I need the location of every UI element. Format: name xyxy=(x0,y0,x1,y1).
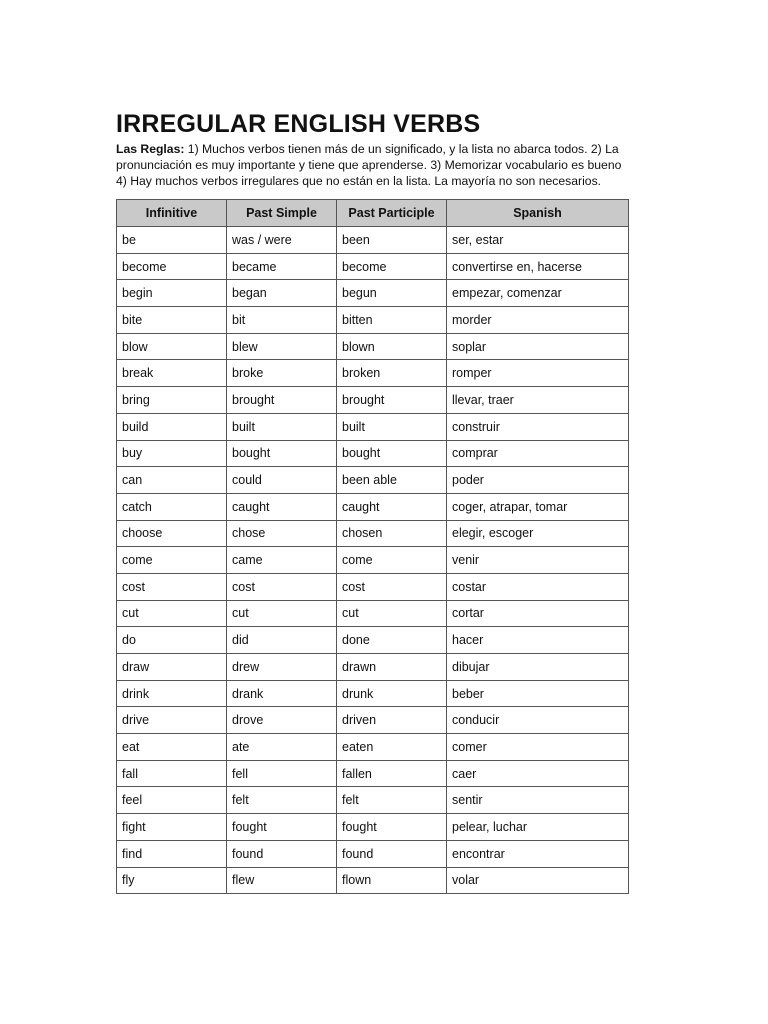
table-row xyxy=(117,734,629,761)
cell-infinitive: fly xyxy=(117,867,227,894)
table-row xyxy=(117,600,629,627)
table-row xyxy=(117,680,629,707)
table-row xyxy=(117,333,629,360)
cell-past-simple: fell xyxy=(227,760,337,787)
cell-past-simple: chose xyxy=(227,520,337,547)
cell-past-simple: came xyxy=(227,547,337,574)
table-row xyxy=(117,440,629,467)
cell-past-simple: drew xyxy=(227,654,337,681)
cell-spanish: convertirse en, hacerse xyxy=(447,253,629,280)
cell-past-participle: eaten xyxy=(337,734,447,761)
rules-text: 1) Muchos verbos tienen más de un significado, y la lista no abarca todos. 2) La pronunciación es muy importante y tiene que aprenderse. 3) Memorizar vocabulario es bueno 4) Hay muchos verbos irregulares que no están en la lista. La mayoría no son necesarios. xyxy=(116,142,622,188)
table-row xyxy=(117,413,629,440)
cell-infinitive: do xyxy=(117,627,227,654)
cell-past-simple: found xyxy=(227,840,337,867)
cell-infinitive: cost xyxy=(117,573,227,600)
cell-spanish: coger, atrapar, tomar xyxy=(447,493,629,520)
cell-past-simple: bought xyxy=(227,440,337,467)
cell-past-simple: became xyxy=(227,253,337,280)
cell-past-participle: built xyxy=(337,413,447,440)
cell-past-simple: built xyxy=(227,413,337,440)
cell-infinitive: bite xyxy=(117,307,227,334)
table-row xyxy=(117,787,629,814)
cell-spanish: encontrar xyxy=(447,840,629,867)
cell-past-participle: brought xyxy=(337,387,447,414)
cell-infinitive: eat xyxy=(117,734,227,761)
table-row xyxy=(117,493,629,520)
cell-infinitive: feel xyxy=(117,787,227,814)
verbs-table xyxy=(116,199,629,894)
cell-past-simple: bit xyxy=(227,307,337,334)
cell-past-participle: cut xyxy=(337,600,447,627)
cell-past-participle: found xyxy=(337,840,447,867)
verbs-table-body xyxy=(117,227,629,894)
header-row xyxy=(117,200,629,227)
cell-infinitive: come xyxy=(117,547,227,574)
cell-spanish: pelear, luchar xyxy=(447,814,629,841)
cell-past-participle: become xyxy=(337,253,447,280)
cell-past-simple: flew xyxy=(227,867,337,894)
cell-spanish: romper xyxy=(447,360,629,387)
table-row xyxy=(117,627,629,654)
table-row xyxy=(117,307,629,334)
cell-infinitive: bring xyxy=(117,387,227,414)
table-row xyxy=(117,387,629,414)
cell-spanish: elegir, escoger xyxy=(447,520,629,547)
cell-infinitive: buy xyxy=(117,440,227,467)
cell-spanish: llevar, traer xyxy=(447,387,629,414)
cell-past-simple: did xyxy=(227,627,337,654)
cell-past-participle: caught xyxy=(337,493,447,520)
cell-past-participle: done xyxy=(337,627,447,654)
cell-past-simple: was / were xyxy=(227,227,337,254)
cell-spanish: volar xyxy=(447,867,629,894)
verbs-table-header xyxy=(117,200,629,227)
table-row xyxy=(117,227,629,254)
table-row xyxy=(117,867,629,894)
table-row xyxy=(117,360,629,387)
table-row xyxy=(117,520,629,547)
cell-past-participle: been able xyxy=(337,467,447,494)
cell-spanish: dibujar xyxy=(447,654,629,681)
cell-infinitive: can xyxy=(117,467,227,494)
table-row xyxy=(117,573,629,600)
cell-spanish: poder xyxy=(447,467,629,494)
cell-spanish: comprar xyxy=(447,440,629,467)
cell-past-participle: begun xyxy=(337,280,447,307)
cell-past-participle: flown xyxy=(337,867,447,894)
cell-past-simple: felt xyxy=(227,787,337,814)
cell-past-participle: drunk xyxy=(337,680,447,707)
rules-label: Las Reglas: xyxy=(116,142,185,156)
cell-spanish: caer xyxy=(447,760,629,787)
cell-spanish: venir xyxy=(447,547,629,574)
cell-past-simple: caught xyxy=(227,493,337,520)
cell-past-simple: began xyxy=(227,280,337,307)
cell-past-simple: drank xyxy=(227,680,337,707)
cell-infinitive: draw xyxy=(117,654,227,681)
cell-infinitive: drink xyxy=(117,680,227,707)
cell-past-participle: felt xyxy=(337,787,447,814)
cell-past-simple: cost xyxy=(227,573,337,600)
table-row xyxy=(117,253,629,280)
table-row xyxy=(117,654,629,681)
cell-past-simple: ate xyxy=(227,734,337,761)
table-row xyxy=(117,707,629,734)
cell-spanish: beber xyxy=(447,680,629,707)
cell-infinitive: begin xyxy=(117,280,227,307)
cell-past-participle: broken xyxy=(337,360,447,387)
cell-infinitive: cut xyxy=(117,600,227,627)
cell-infinitive: be xyxy=(117,227,227,254)
cell-spanish: morder xyxy=(447,307,629,334)
cell-infinitive: fight xyxy=(117,814,227,841)
cell-past-simple: blew xyxy=(227,333,337,360)
table-row xyxy=(117,840,629,867)
cell-infinitive: drive xyxy=(117,707,227,734)
cell-past-simple: could xyxy=(227,467,337,494)
cell-past-participle: fought xyxy=(337,814,447,841)
cell-past-participle: been xyxy=(337,227,447,254)
cell-infinitive: blow xyxy=(117,333,227,360)
table-row xyxy=(117,547,629,574)
column-header-spanish: Spanish xyxy=(447,200,629,227)
cell-past-participle: driven xyxy=(337,707,447,734)
cell-spanish: hacer xyxy=(447,627,629,654)
column-header-infinitive: Infinitive xyxy=(117,200,227,227)
document-header xyxy=(116,108,628,189)
cell-past-participle: chosen xyxy=(337,520,447,547)
cell-past-participle: bought xyxy=(337,440,447,467)
table-row xyxy=(117,280,629,307)
cell-spanish: soplar xyxy=(447,333,629,360)
table-row xyxy=(117,467,629,494)
cell-past-simple: broke xyxy=(227,360,337,387)
cell-spanish: comer xyxy=(447,734,629,761)
cell-infinitive: build xyxy=(117,413,227,440)
cell-past-simple: fought xyxy=(227,814,337,841)
cell-spanish: costar xyxy=(447,573,629,600)
page-title: IRREGULAR ENGLISH VERBS xyxy=(116,110,481,138)
cell-infinitive: choose xyxy=(117,520,227,547)
cell-past-participle: bitten xyxy=(337,307,447,334)
cell-infinitive: fall xyxy=(117,760,227,787)
cell-past-participle: fallen xyxy=(337,760,447,787)
table-row xyxy=(117,760,629,787)
rules-paragraph xyxy=(116,141,628,189)
table-row xyxy=(117,814,629,841)
cell-past-simple: cut xyxy=(227,600,337,627)
cell-spanish: conducir xyxy=(447,707,629,734)
cell-infinitive: break xyxy=(117,360,227,387)
cell-spanish: ser, estar xyxy=(447,227,629,254)
cell-past-participle: blown xyxy=(337,333,447,360)
cell-infinitive: find xyxy=(117,840,227,867)
cell-spanish: empezar, comenzar xyxy=(447,280,629,307)
cell-past-simple: drove xyxy=(227,707,337,734)
cell-past-simple: brought xyxy=(227,387,337,414)
cell-spanish: cortar xyxy=(447,600,629,627)
cell-infinitive: become xyxy=(117,253,227,280)
cell-past-participle: come xyxy=(337,547,447,574)
column-header-past-simple: Past Simple xyxy=(227,200,337,227)
column-header-past-participle: Past Participle xyxy=(337,200,447,227)
cell-infinitive: catch xyxy=(117,493,227,520)
cell-spanish: sentir xyxy=(447,787,629,814)
cell-past-participle: cost xyxy=(337,573,447,600)
cell-spanish: construir xyxy=(447,413,629,440)
cell-past-participle: drawn xyxy=(337,654,447,681)
